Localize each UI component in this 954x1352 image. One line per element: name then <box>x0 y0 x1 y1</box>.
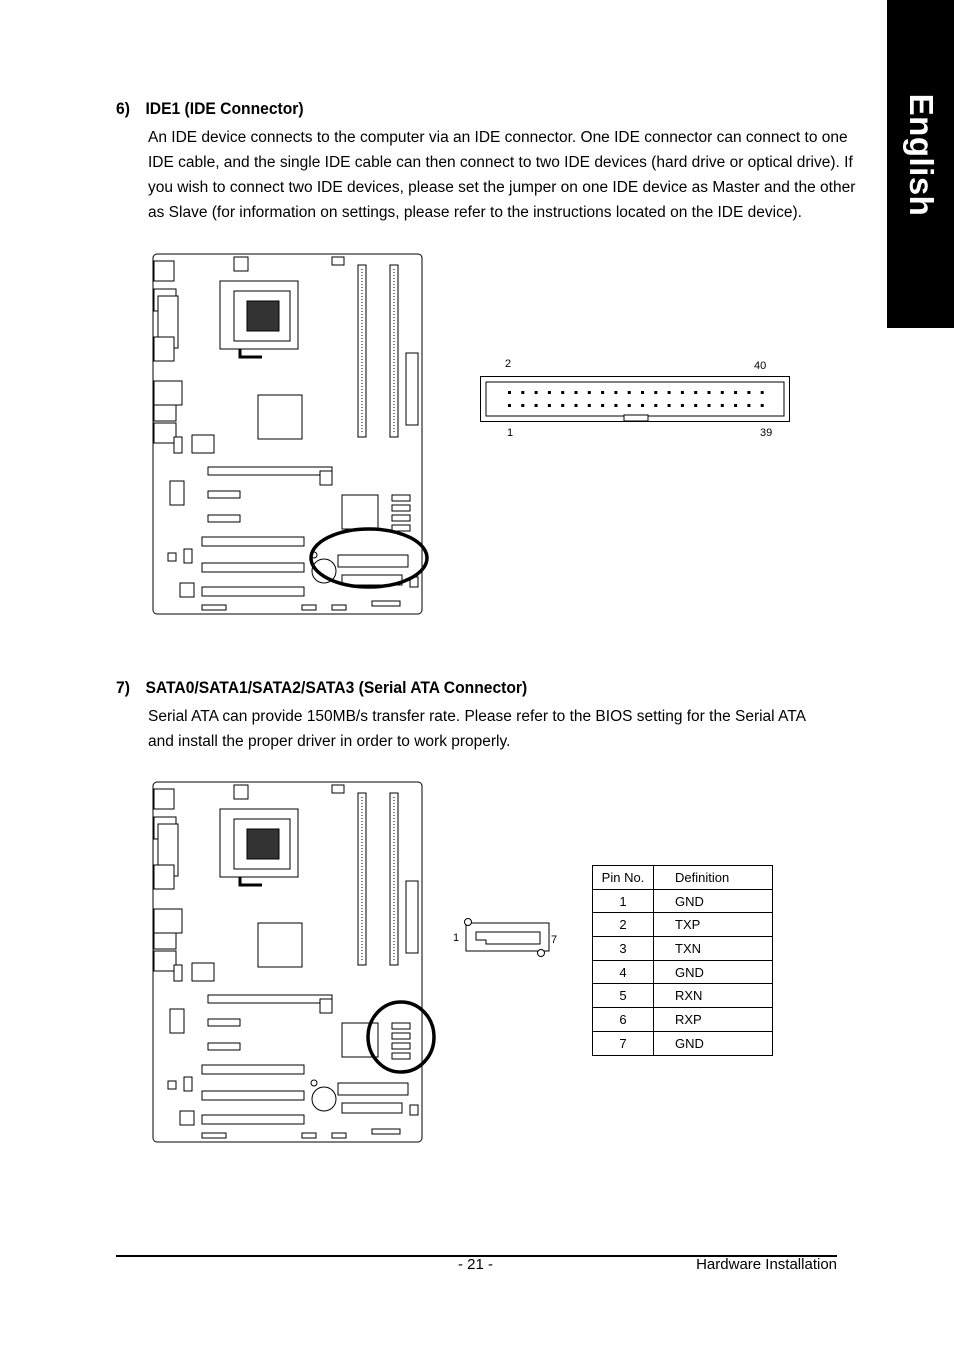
pin-number: 4 <box>593 960 654 984</box>
ide-section-heading <box>116 99 304 119</box>
pcie-x16-slot <box>208 995 332 1003</box>
sata-connector <box>392 505 410 511</box>
table-row <box>593 1031 773 1055</box>
front-panel-header <box>372 1129 400 1134</box>
pcie-x1-slot <box>208 515 240 522</box>
front-panel-header <box>372 601 400 606</box>
ide-pin <box>548 404 551 407</box>
sata-body-line: Serial ATA can provide 150MB/s transfer rate. Please refer to the BIOS setting for the Serial ATA <box>148 708 806 725</box>
header <box>168 553 176 561</box>
pin-definition: RXP <box>654 1008 773 1032</box>
pin-number: 7 <box>593 1031 654 1055</box>
pci-slot <box>202 1091 304 1100</box>
ide-pin <box>761 391 764 394</box>
header <box>174 437 182 453</box>
component <box>311 1080 317 1086</box>
chip <box>192 435 214 453</box>
ide-pin <box>641 391 644 394</box>
chip <box>192 963 214 981</box>
pcie-latch <box>320 999 332 1013</box>
ide-pin <box>601 404 604 407</box>
sata-connector <box>392 515 410 521</box>
ide-pin <box>508 391 511 394</box>
pcie-latch <box>320 471 332 485</box>
fan-header <box>332 785 344 793</box>
ide-section-body <box>148 125 856 225</box>
page-number: - 21 - <box>458 1256 494 1273</box>
rear-io-port <box>154 865 174 889</box>
ide-highlight-circle <box>308 527 430 589</box>
pin-number: 6 <box>593 1008 654 1032</box>
pcie-x1-slot <box>208 1043 240 1050</box>
rear-io-port <box>154 337 174 361</box>
ide-pin <box>614 404 617 407</box>
front-panel-header <box>302 1133 316 1138</box>
sata-pin-label-7: 7 <box>551 934 558 946</box>
table-row <box>593 913 773 937</box>
ide-pin <box>588 391 591 394</box>
ide-pin <box>761 404 764 407</box>
cmos-battery <box>312 1087 336 1111</box>
table-row <box>593 937 773 961</box>
ide-pin <box>668 391 671 394</box>
component <box>170 1009 184 1033</box>
sata-pin-label-1: 1 <box>453 932 460 944</box>
pin-number: 3 <box>593 937 654 961</box>
ide-pin <box>535 404 538 407</box>
cpu-die <box>247 301 279 331</box>
ide-pin <box>708 404 711 407</box>
pcie-x1-slot <box>208 1019 240 1026</box>
ide-pin <box>641 404 644 407</box>
front-panel-header <box>332 605 346 610</box>
pcie-x16-slot <box>208 467 332 475</box>
pcie-x1-slot <box>208 491 240 498</box>
pci-slot <box>202 1115 304 1124</box>
ide-pin-label-40: 40 <box>754 360 767 372</box>
pin-number: 1 <box>593 889 654 913</box>
ide-pin <box>548 391 551 394</box>
atx12v-connector <box>234 257 248 271</box>
sata-connector <box>392 495 410 501</box>
sata-connector-diagram <box>462 918 552 958</box>
sata-section-number: 7) <box>116 678 130 697</box>
header <box>184 549 192 563</box>
southbridge-chip <box>342 495 378 529</box>
rear-io-port <box>154 261 174 281</box>
pin-table-header-row <box>593 866 773 890</box>
header <box>168 1081 176 1089</box>
ide-pin <box>628 404 631 407</box>
pin-table-header: Pin No. <box>593 866 654 890</box>
fdd-connector <box>342 1103 402 1113</box>
pin-table-header: Definition <box>654 866 773 890</box>
table-row <box>593 1008 773 1032</box>
front-panel-header <box>202 1133 226 1138</box>
ide-pin-label-39: 39 <box>760 427 773 439</box>
ide-pin <box>681 404 684 407</box>
northbridge-chip <box>258 395 302 439</box>
footer-section-title: Hardware Installation <box>696 1256 837 1273</box>
pin-definition: GND <box>654 960 773 984</box>
header <box>184 1077 192 1091</box>
rear-io-port <box>154 789 174 809</box>
table-row <box>593 889 773 913</box>
sata-section-body <box>148 704 848 754</box>
pci-slot <box>202 563 304 572</box>
ide-pin <box>508 404 511 407</box>
ide-pin <box>561 404 564 407</box>
ide-pin <box>734 404 737 407</box>
pin-number: 2 <box>593 913 654 937</box>
motherboard-diagram-sata <box>152 781 424 1144</box>
ide-pin <box>601 391 604 394</box>
ide-pin <box>521 391 524 394</box>
ide-body-line: as Slave (for information on settings, please refer to the instructions located on the IDE device). <box>148 204 802 221</box>
ide-pin <box>654 391 657 394</box>
rear-io-port <box>154 423 176 443</box>
ide-pin <box>588 404 591 407</box>
pin-number: 5 <box>593 984 654 1008</box>
header <box>174 965 182 981</box>
ide-connector-diagram <box>480 376 792 424</box>
rear-io-port <box>154 951 176 971</box>
ide-pin <box>575 391 578 394</box>
component <box>180 583 194 597</box>
component <box>170 481 184 505</box>
table-row <box>593 960 773 984</box>
ide-pin <box>561 391 564 394</box>
header <box>410 1105 418 1115</box>
atx-power-connector <box>406 353 418 425</box>
ide-section-number: 6) <box>116 99 130 118</box>
atx-power-connector <box>406 881 418 953</box>
front-panel-header <box>332 1133 346 1138</box>
atx12v-connector <box>234 785 248 799</box>
sata-section-title: SATA0/SATA1/SATA2/SATA3 (Serial ATA Connector) <box>145 678 528 697</box>
pin-definition: TXP <box>654 913 773 937</box>
ide-pin <box>721 391 724 394</box>
ide-pin <box>668 404 671 407</box>
ide-pin <box>734 391 737 394</box>
sata-body-line: and install the proper driver in order to work properly. <box>148 733 511 750</box>
cpu-die <box>247 829 279 859</box>
northbridge-chip <box>258 923 302 967</box>
ide-pin <box>694 404 697 407</box>
pci-slot <box>202 537 304 546</box>
ide-pin <box>628 391 631 394</box>
sata-pin-table <box>592 865 773 1056</box>
table-row <box>593 984 773 1008</box>
ide-section-title: IDE1 (IDE Connector) <box>145 99 304 118</box>
sata-section-heading <box>116 678 527 698</box>
ide-body-line: An IDE device connects to the computer via an IDE connector. One IDE connector can connect to one <box>148 129 848 146</box>
ide-pin-label-2: 2 <box>505 358 512 370</box>
pin-definition: TXN <box>654 937 773 961</box>
pci-slot <box>202 1065 304 1074</box>
ide-body-line: IDE cable, and the single IDE cable can then connect to two IDE devices (hard drive or optical drive). If <box>148 154 853 171</box>
rear-io-port <box>154 381 182 405</box>
rear-io-port <box>154 405 176 421</box>
language-tab-label: English <box>902 93 940 217</box>
ide-pin <box>535 391 538 394</box>
component <box>180 1111 194 1125</box>
ide-pin <box>747 404 750 407</box>
rear-io-port <box>154 909 182 933</box>
ide-pin <box>747 391 750 394</box>
pin-definition: GND <box>654 1031 773 1055</box>
ide-pin-label-1: 1 <box>507 427 514 439</box>
ide-pin <box>521 404 524 407</box>
sata-highlight-circle <box>364 999 438 1075</box>
fan-header <box>332 257 344 265</box>
pci-slot <box>202 587 304 596</box>
ide-pin <box>708 391 711 394</box>
pin-definition: RXN <box>654 984 773 1008</box>
front-panel-header <box>202 605 226 610</box>
pin-definition: GND <box>654 889 773 913</box>
ide-pin <box>721 404 724 407</box>
rear-io-port <box>154 933 176 949</box>
language-tab <box>887 0 954 328</box>
front-panel-header <box>302 605 316 610</box>
ide-pin <box>694 391 697 394</box>
ide-pin <box>681 391 684 394</box>
ide-pin <box>654 404 657 407</box>
ide-pin <box>614 391 617 394</box>
ide-connector <box>338 1083 408 1095</box>
ide-body-line: you wish to connect two IDE devices, please set the jumper on one IDE device as Master and the other <box>148 179 856 196</box>
ide-pin <box>575 404 578 407</box>
